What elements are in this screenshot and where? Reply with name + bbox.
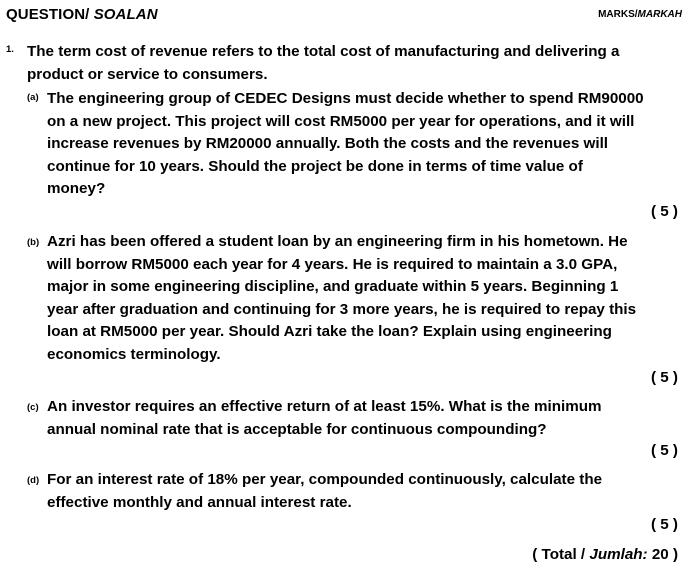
part-line: loan at RM5000 per year. Should Azri take the loan? Explain using engineering <box>47 323 612 340</box>
part-a-text <box>47 88 687 201</box>
part-line: The engineering group of CEDEC Designs must decide whether to spend RM90000 <box>47 90 644 107</box>
part-line: annual nominal rate that is acceptable for continuous compounding? <box>47 420 547 438</box>
part-line: year after graduation and continuing for 3 more years, he is required to repay this <box>47 300 637 318</box>
part-line: For an interest rate of 18% per year, compounded continuously, calculate the <box>47 471 603 488</box>
question-header <box>6 6 158 23</box>
marks-header <box>598 9 682 20</box>
part-line: on a new project. This project will cost RM5000 per year for operations, and it will <box>47 112 635 130</box>
stem-line: The term cost of revenue refers to the total cost of manufacturing and delivering a <box>27 43 620 60</box>
total-marks <box>532 546 678 563</box>
part-line: will borrow RM5000 each year for 4 years. He is required to maintain a 3.0 GPA, <box>47 255 618 273</box>
part-c-marks: ( 5 ) <box>650 442 678 459</box>
question-stem <box>27 41 687 86</box>
marks-label: MARKS/ <box>598 9 638 20</box>
marks-label-malay: MARKAH <box>637 9 682 20</box>
part-line: An investor requires an effective return of at least 15%. What is the minimum <box>47 398 602 415</box>
question-label-malay: SOALAN <box>89 6 158 23</box>
part-a-marks: ( 5 ) <box>650 203 678 220</box>
question-number: 1. <box>6 44 14 55</box>
part-line: effective monthly and annual interest rate. <box>47 493 352 511</box>
part-d-label: (d) <box>27 475 40 486</box>
part-c-label: (c) <box>27 402 39 413</box>
total-prefix: ( Total / <box>532 546 590 563</box>
total-malay-label: Jumlah: <box>589 546 648 563</box>
part-d-text <box>47 469 687 514</box>
part-line: money? <box>47 180 106 197</box>
part-c-text <box>47 396 687 441</box>
part-b-label: (b) <box>27 237 40 248</box>
part-b-marks: ( 5 ) <box>650 369 678 386</box>
part-line: major in some engineering discipline, and graduate within 5 years. Beginning 1 <box>47 278 619 295</box>
part-line: Azri has been offered a student loan by an engineering firm in his hometown. He <box>47 233 628 250</box>
question-label: QUESTION/ <box>6 6 90 23</box>
part-a-label: (a) <box>27 92 39 103</box>
total-suffix: 20 ) <box>647 546 678 563</box>
part-b-text <box>47 231 687 366</box>
stem-line: product or service to consumers. <box>27 65 268 83</box>
part-line: economics terminology. <box>47 345 221 363</box>
part-line: continue for 10 years. Should the project be done in terms of time value of <box>47 157 583 175</box>
part-line: increase revenues by RM20000 annually. Both the costs and the revenues will <box>47 135 609 152</box>
part-d-marks: ( 5 ) <box>650 516 678 533</box>
